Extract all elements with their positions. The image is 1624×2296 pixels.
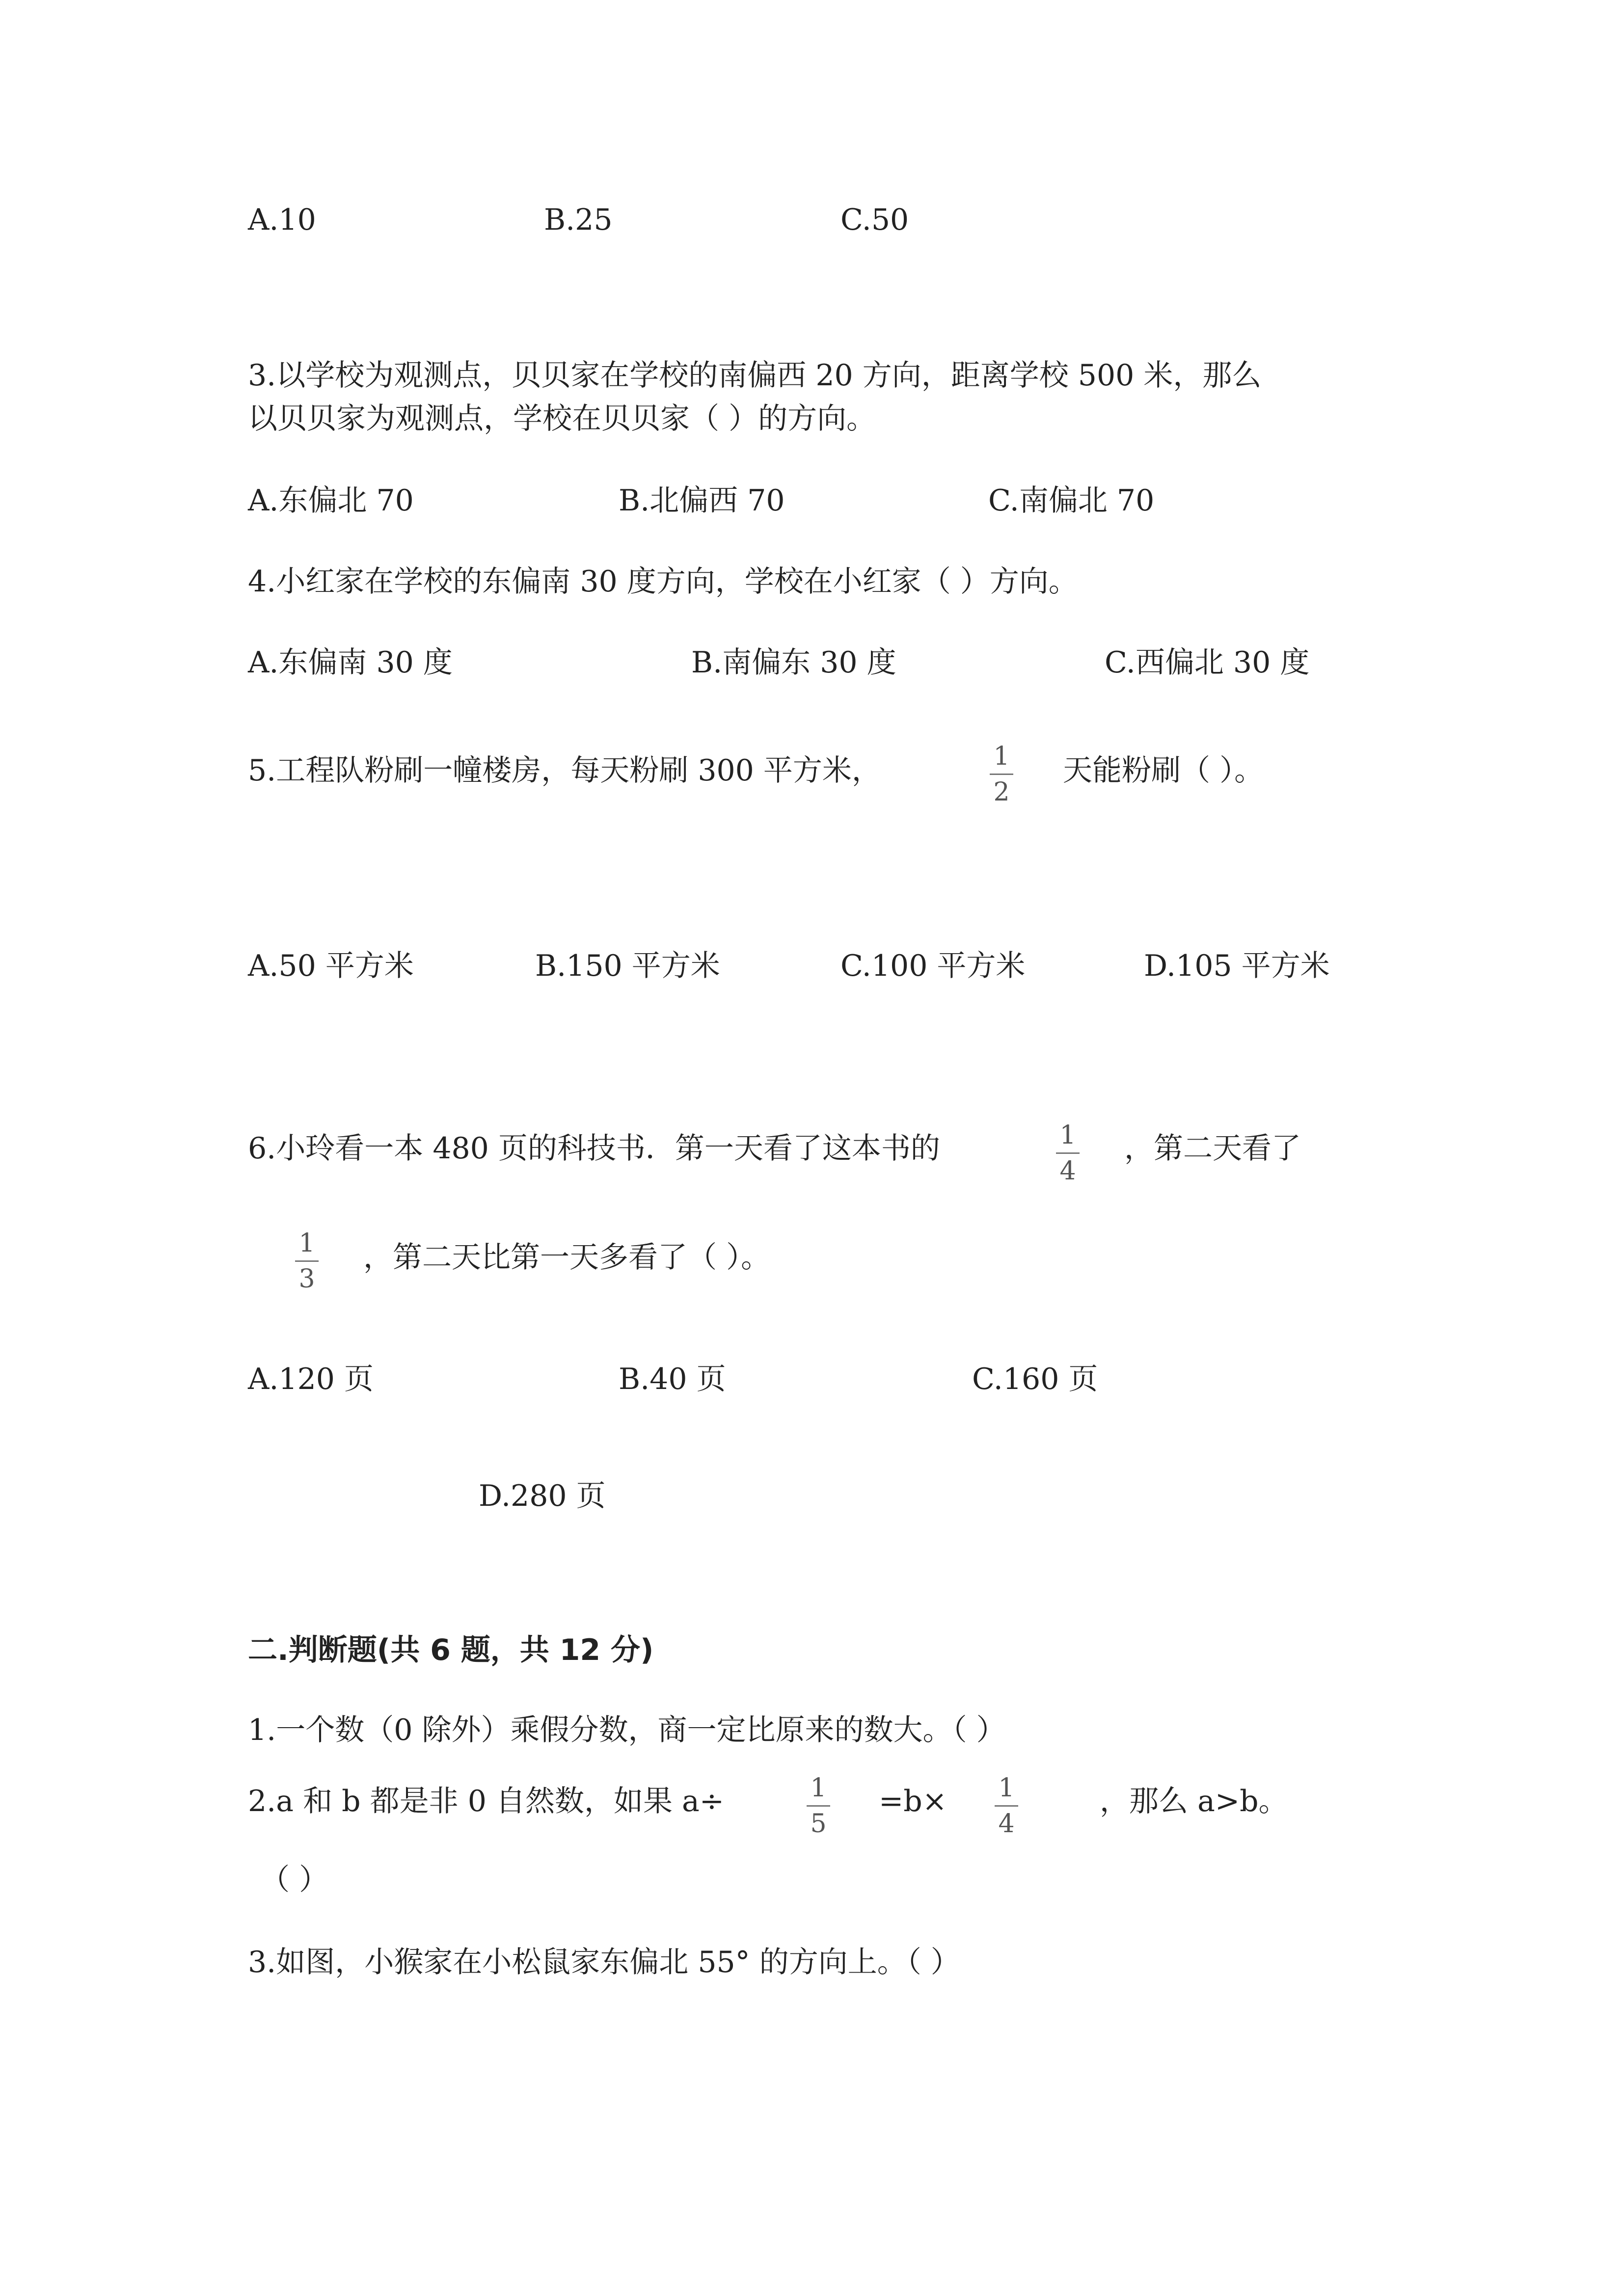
q4-option-a[interactable]: A.东偏南 30 度 — [248, 645, 453, 680]
q5-option-c[interactable]: C.100 平方米 — [840, 949, 1026, 983]
fraction-numerator: 1 — [1059, 1121, 1076, 1150]
q2-option-a[interactable]: A.10 — [248, 203, 316, 237]
fraction-numerator: 1 — [993, 742, 1010, 771]
fraction-bar — [295, 1260, 319, 1262]
q2-option-c[interactable]: C.50 — [840, 203, 909, 237]
fraction-bar — [995, 1805, 1018, 1807]
q2-option-b[interactable]: B.25 — [544, 203, 613, 237]
q3-stem-line1: 3.以学校为观测点，贝贝家在学校的南偏西 20 方向，距离学校 500 米，那么 — [248, 358, 1262, 393]
judge-item-2-before: 2.a 和 b 都是非 0 自然数，如果 a÷ — [248, 1784, 725, 1818]
fraction-denominator: 3 — [298, 1264, 315, 1294]
q5-option-b[interactable]: B.150 平方米 — [535, 949, 720, 983]
judge-item-2-fraction-2 — [992, 1773, 1021, 1839]
q3-option-c[interactable]: C.南偏北 70 — [988, 483, 1155, 518]
q6-fraction-1 — [1053, 1120, 1083, 1186]
judge-item-3: 3.如图，小猴家在小松鼠家东偏北 55° 的方向上。（ ） — [248, 1945, 960, 1979]
q6-option-a[interactable]: A.120 页 — [248, 1362, 374, 1396]
q5-option-a[interactable]: A.50 平方米 — [248, 949, 414, 983]
q4-stem: 4.小红家在学校的东偏南 30 度方向，学校在小红家（ ）方向。 — [248, 564, 1078, 599]
q6-stem-middle: ，第二天看了 — [1124, 1131, 1301, 1166]
q4-option-b[interactable]: B.南偏东 30 度 — [691, 645, 896, 680]
q6-option-b[interactable]: B.40 页 — [619, 1362, 726, 1396]
fraction-numerator: 1 — [298, 1228, 315, 1258]
q6-stem-before: 6.小玲看一本 480 页的科技书．第一天看了这本书的 — [248, 1131, 940, 1166]
judge-item-2-fraction-1 — [804, 1773, 833, 1839]
fraction-denominator: 5 — [810, 1809, 827, 1839]
q4-option-c[interactable]: C.西偏北 30 度 — [1105, 645, 1310, 680]
q5-stem-before: 5.工程队粉刷一幢楼房，每天粉刷 300 平方米， — [248, 753, 881, 788]
q6-option-d[interactable]: D.280 页 — [479, 1479, 606, 1513]
judge-item-1: 1.一个数（0 除外）乘假分数，商一定比原来的数大。（ ） — [248, 1713, 1006, 1747]
q5-stem-after: 天能粉刷（ ）。 — [1063, 753, 1264, 788]
fraction-denominator: 2 — [993, 777, 1010, 807]
fraction-bar — [990, 774, 1013, 775]
judge-item-2-blank[interactable]: （ ） — [260, 1863, 329, 1897]
q3-option-a[interactable]: A.东偏北 70 — [248, 483, 414, 518]
q6-option-c[interactable]: C.160 页 — [972, 1362, 1098, 1396]
fraction-bar — [807, 1805, 830, 1807]
judge-item-2-after: ，那么 a>b。 — [1100, 1784, 1288, 1818]
q3-stem-line2: 以贝贝家为观测点，学校在贝贝家（ ）的方向。 — [248, 401, 876, 436]
q5-option-d[interactable]: D.105 平方米 — [1144, 949, 1330, 983]
fraction-numerator: 1 — [810, 1773, 827, 1803]
section-heading: 二.判断题(共 6 题，共 12 分) — [248, 1633, 654, 1667]
fraction-denominator: 4 — [1059, 1156, 1076, 1186]
q6-stem-after: ，第二天比第一天多看了（ ）。 — [363, 1240, 771, 1275]
q5-fraction — [987, 741, 1016, 807]
q6-fraction-2 — [292, 1228, 322, 1294]
fraction-numerator: 1 — [998, 1773, 1015, 1803]
fraction-denominator: 4 — [998, 1809, 1015, 1839]
q3-option-b[interactable]: B.北偏西 70 — [619, 483, 785, 518]
fraction-bar — [1056, 1152, 1080, 1154]
judge-item-2-middle: =b× — [879, 1784, 947, 1818]
